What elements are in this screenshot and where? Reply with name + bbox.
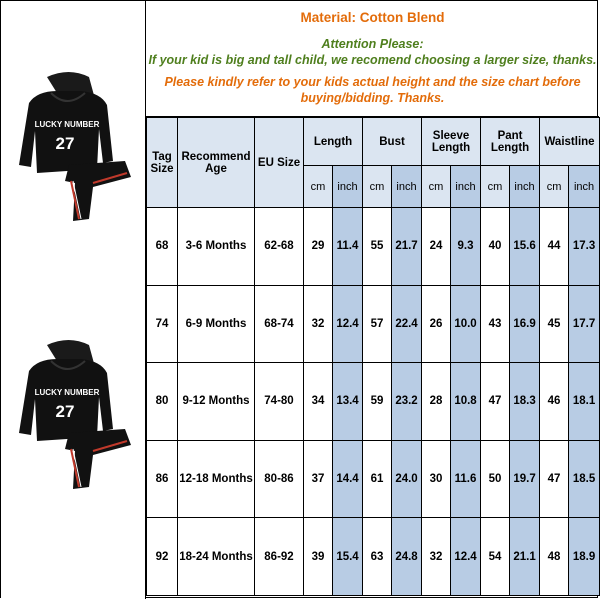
cell-eu: 74-80 — [255, 363, 304, 441]
unit-cm: cm — [422, 166, 451, 208]
cell-age: 18-24 Months — [178, 518, 255, 596]
cell-age: 3-6 Months — [178, 208, 255, 286]
hoodie-outfit-figure — [19, 340, 131, 489]
cell-length-cm: 39 — [304, 518, 333, 596]
cell-pant-inch: 18.3 — [510, 363, 540, 441]
table-row — [147, 440, 600, 518]
cell-waist-cm: 48 — [540, 518, 569, 596]
cell-sleeve-inch: 12.4 — [451, 518, 481, 596]
hoodie-print-text: LUCKY NUMBER — [34, 388, 100, 397]
cell-eu: 68-74 — [255, 285, 304, 363]
col-sleeve-length: Sleeve Length — [422, 118, 481, 166]
table-row — [147, 285, 600, 363]
cell-length-cm: 29 — [304, 208, 333, 286]
table-row — [147, 208, 600, 286]
attention-title: Attention Please: — [321, 37, 424, 51]
unit-inch: inch — [569, 166, 600, 208]
cell-waist-cm: 45 — [540, 285, 569, 363]
col-waistline: Waistline — [540, 118, 600, 166]
cell-sleeve-inch: 10.0 — [451, 285, 481, 363]
col-eu-size: EU Size — [255, 118, 304, 208]
cell-bust-inch: 24.8 — [392, 518, 422, 596]
cell-pant-cm: 47 — [481, 363, 510, 441]
cell-bust-cm: 61 — [363, 440, 392, 518]
material-text: Material: Cotton Blend — [300, 10, 445, 25]
cell-pant-cm: 43 — [481, 285, 510, 363]
cell-tag: 86 — [147, 440, 178, 518]
hoodie-print-text: LUCKY NUMBER — [34, 120, 100, 129]
hoodie-outfit-image — [7, 69, 139, 229]
cell-pant-inch: 15.6 — [510, 208, 540, 286]
cell-waist-inch: 17.3 — [569, 208, 600, 286]
cell-sleeve-cm: 28 — [422, 363, 451, 441]
cell-tag: 92 — [147, 518, 178, 596]
cell-sleeve-cm: 30 — [422, 440, 451, 518]
cell-waist-inch: 17.7 — [569, 285, 600, 363]
cell-length-cm: 37 — [304, 440, 333, 518]
cell-bust-inch: 23.2 — [392, 363, 422, 441]
cell-pant-cm: 54 — [481, 518, 510, 596]
cell-eu: 62-68 — [255, 208, 304, 286]
cell-waist-cm: 46 — [540, 363, 569, 441]
cell-bust-cm: 57 — [363, 285, 392, 363]
cell-bust-cm: 55 — [363, 208, 392, 286]
cell-sleeve-inch: 9.3 — [451, 208, 481, 286]
cell-age: 9-12 Months — [178, 363, 255, 441]
cell-sleeve-cm: 26 — [422, 285, 451, 363]
hoodie-outfit-image-2 — [7, 337, 139, 497]
refer-text: Please kindly refer to your kids actual height and the size chart before buying/bidding. Thanks. — [164, 75, 581, 105]
cell-tag: 68 — [147, 208, 178, 286]
cell-length-inch: 13.4 — [333, 363, 363, 441]
cell-pant-inch: 21.1 — [510, 518, 540, 596]
cell-sleeve-cm: 32 — [422, 518, 451, 596]
cell-bust-cm: 59 — [363, 363, 392, 441]
cell-tag: 74 — [147, 285, 178, 363]
cell-pant-inch: 19.7 — [510, 440, 540, 518]
cell-sleeve-inch: 11.6 — [451, 440, 481, 518]
unit-inch: inch — [333, 166, 363, 208]
cell-tag: 80 — [147, 363, 178, 441]
unit-inch: inch — [392, 166, 422, 208]
cell-waist-inch: 18.5 — [569, 440, 600, 518]
cell-eu: 86-92 — [255, 518, 304, 596]
cell-bust-inch: 22.4 — [392, 285, 422, 363]
hoodie-outfit-figure — [19, 72, 131, 221]
table-row — [147, 363, 600, 441]
col-recommend-age: Recommend Age — [178, 118, 255, 208]
cell-bust-cm: 63 — [363, 518, 392, 596]
cell-length-cm: 34 — [304, 363, 333, 441]
cell-length-cm: 32 — [304, 285, 333, 363]
unit-cm: cm — [304, 166, 333, 208]
cell-length-inch: 15.4 — [333, 518, 363, 596]
cell-waist-cm: 47 — [540, 440, 569, 518]
unit-inch: inch — [451, 166, 481, 208]
cell-waist-inch: 18.9 — [569, 518, 600, 596]
product-image-column — [1, 1, 146, 599]
unit-cm: cm — [540, 166, 569, 208]
cell-age: 6-9 Months — [178, 285, 255, 363]
cell-eu: 80-86 — [255, 440, 304, 518]
col-length: Length — [304, 118, 363, 166]
cell-length-inch: 14.4 — [333, 440, 363, 518]
hoodie-print-number: 27 — [55, 402, 75, 421]
cell-waist-cm: 44 — [540, 208, 569, 286]
cell-age: 12-18 Months — [178, 440, 255, 518]
cell-bust-inch: 24.0 — [392, 440, 422, 518]
table-header-row — [147, 118, 600, 166]
cell-pant-cm: 50 — [481, 440, 510, 518]
unit-cm: cm — [481, 166, 510, 208]
table-row — [147, 518, 600, 596]
cell-sleeve-cm: 24 — [422, 208, 451, 286]
notes-section — [146, 1, 599, 117]
cell-bust-inch: 21.7 — [392, 208, 422, 286]
col-bust: Bust — [363, 118, 422, 166]
size-table — [146, 117, 600, 596]
cell-sleeve-inch: 10.8 — [451, 363, 481, 441]
col-pant-length: Pant Length — [481, 118, 540, 166]
cell-pant-cm: 40 — [481, 208, 510, 286]
size-info-column — [146, 1, 599, 599]
cell-length-inch: 12.4 — [333, 285, 363, 363]
col-tag-size: Tag Size — [147, 118, 178, 208]
unit-inch: inch — [510, 166, 540, 208]
cell-pant-inch: 16.9 — [510, 285, 540, 363]
cell-waist-inch: 18.1 — [569, 363, 600, 441]
unit-cm: cm — [363, 166, 392, 208]
cell-length-inch: 11.4 — [333, 208, 363, 286]
attention-text: If your kid is big and tall child, we recomend choosing a larger size, thanks. — [148, 53, 597, 67]
hoodie-print-number: 27 — [55, 134, 75, 153]
